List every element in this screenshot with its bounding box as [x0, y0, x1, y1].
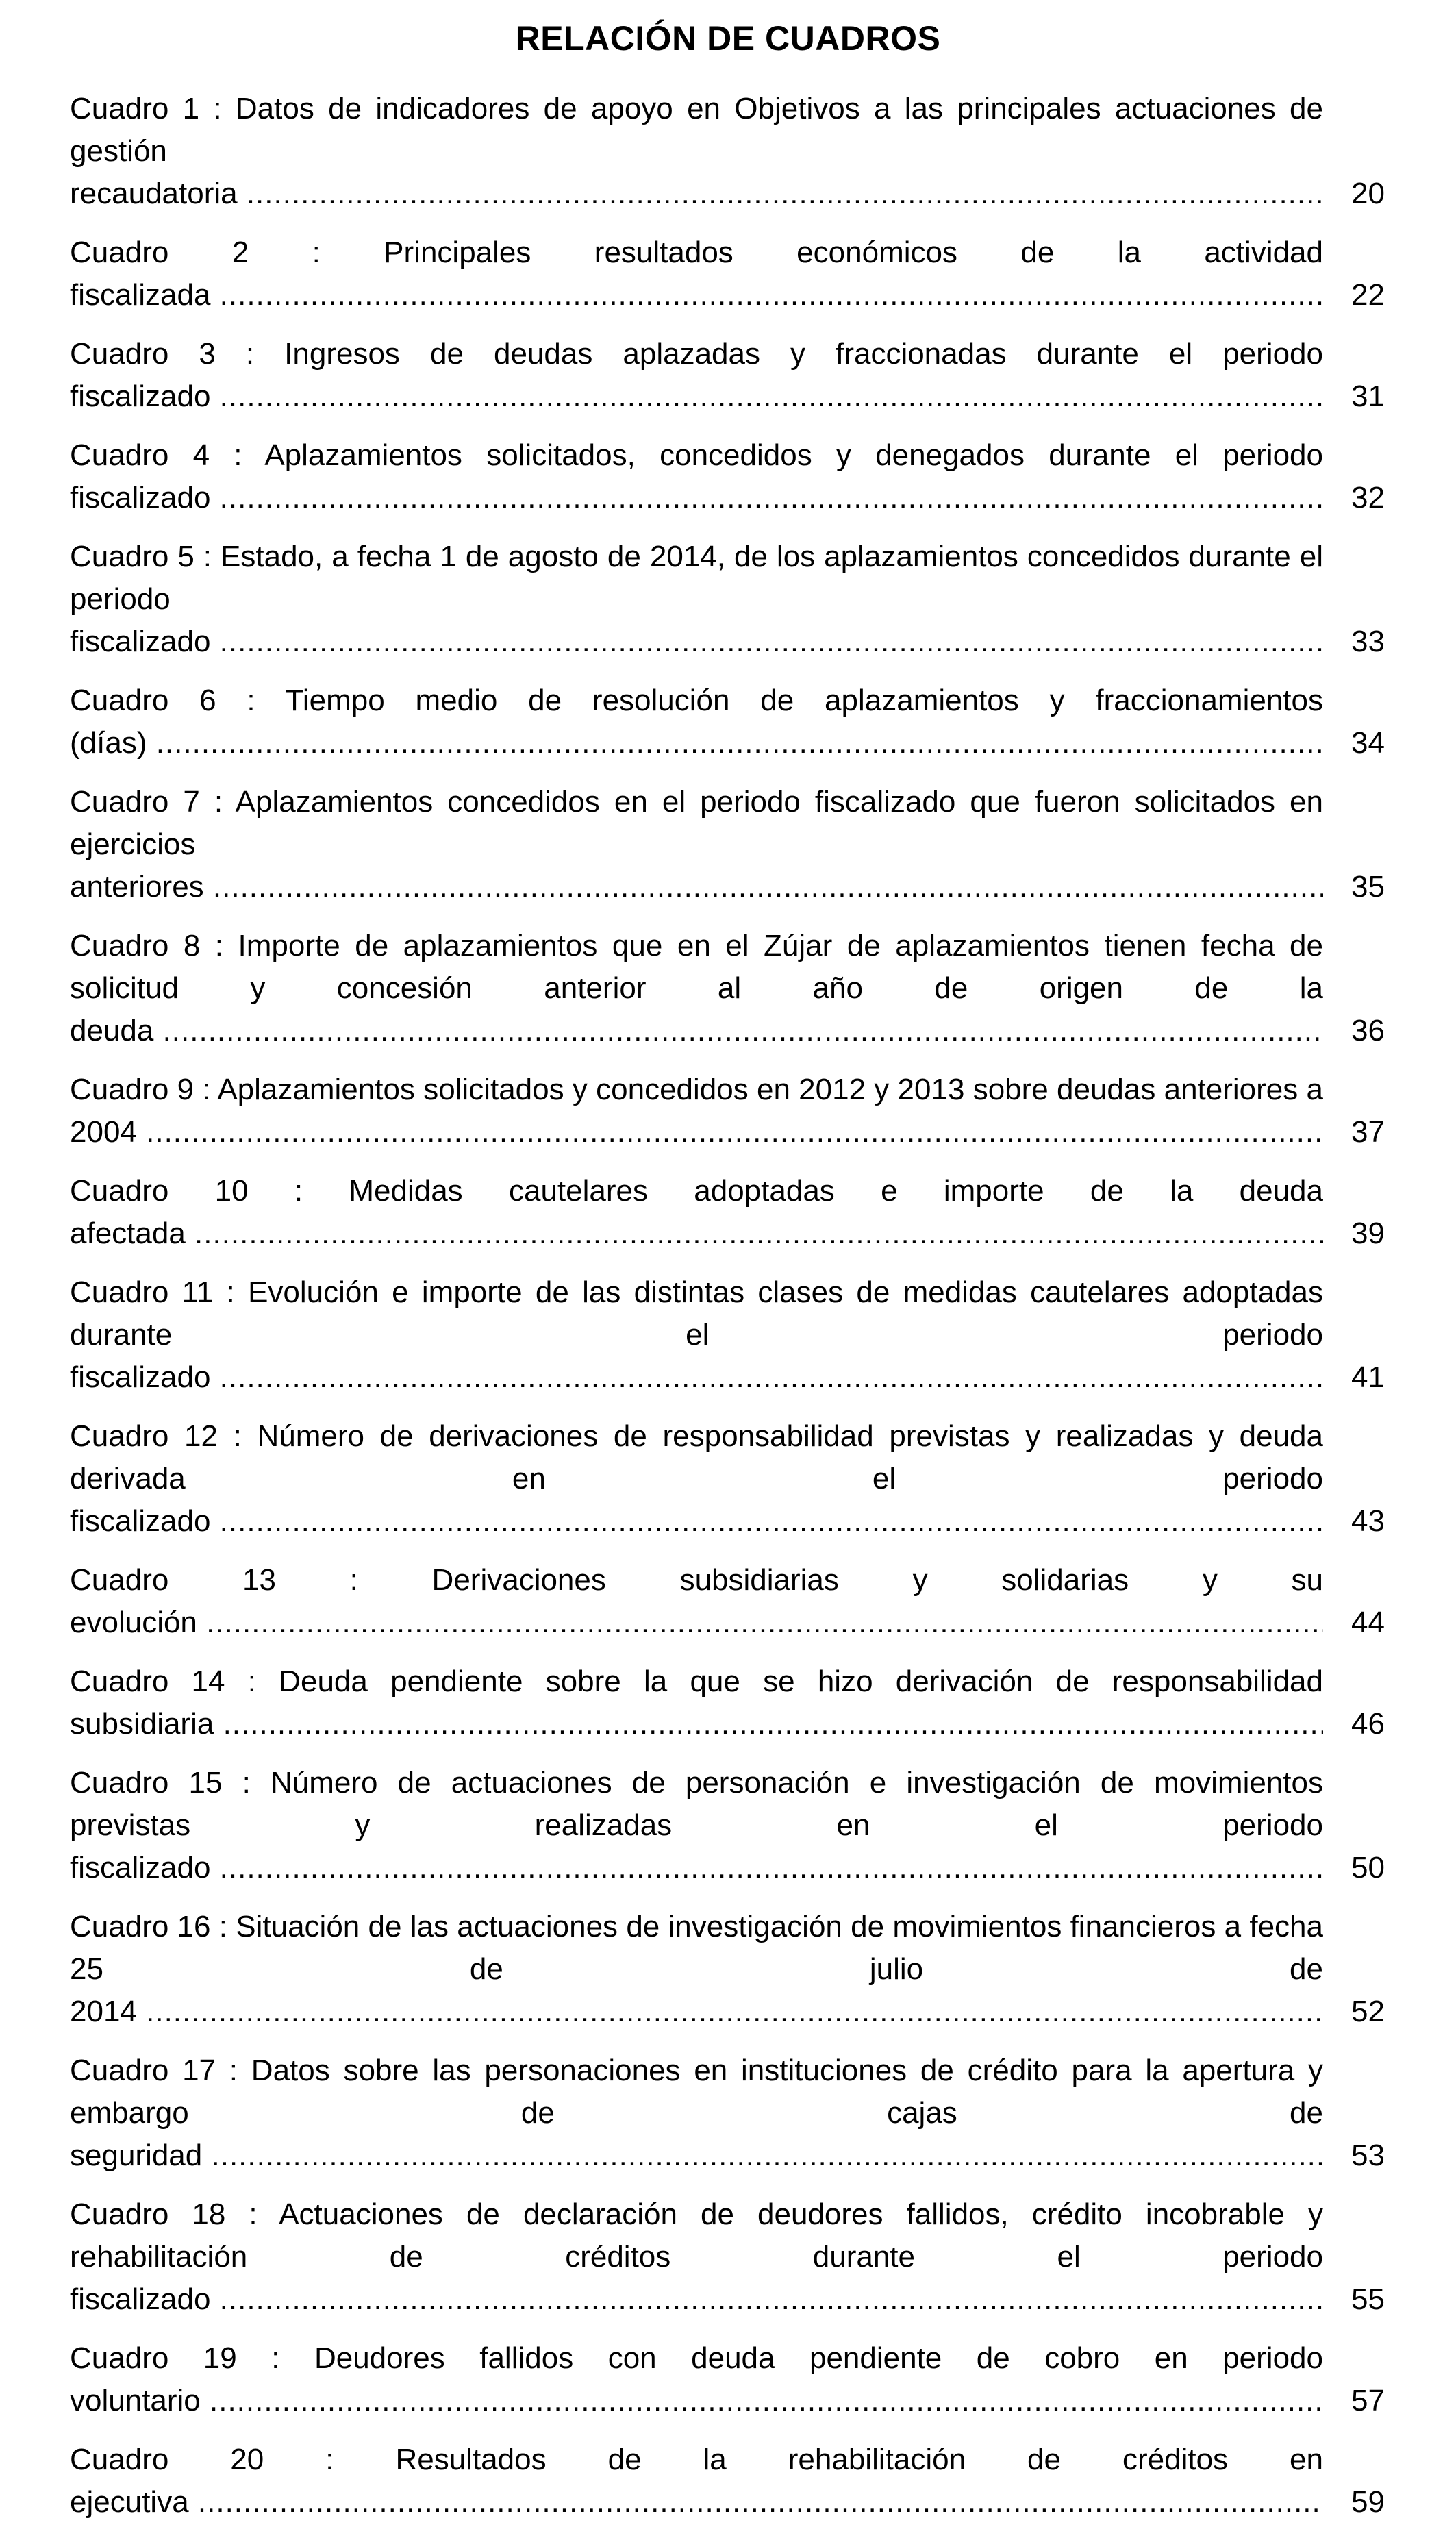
toc-entry-page: 43: [1330, 1500, 1385, 1543]
toc-entry-page: 59: [1330, 2481, 1385, 2524]
toc-entry-page: 41: [1330, 1356, 1385, 1399]
toc-entry-label: Cuadro 1 : Datos de indicadores de apoyo en Objetivos a las principales actuaciones de gestión recaudatoria .....: [70, 88, 1323, 215]
toc-entry-label: Cuadro 3 : Ingresos de deudas aplazadas y fraccionadas durante el periodo fiscalizado .....: [70, 333, 1323, 418]
toc-entry-label: Cuadro 4 : Aplazamientos solicitados, concedidos y denegados durante el periodo fiscalizado .....: [70, 434, 1323, 519]
toc-entry-page: 37: [1330, 1111, 1385, 1154]
toc-entry-label: Cuadro 7 : Aplazamientos concedidos en el periodo fiscalizado que fueron solicitados en ejercicios anteriores .....: [70, 781, 1323, 908]
toc-entry[interactable]: [70, 88, 1385, 215]
toc-entry-label: Cuadro 13 : Derivaciones subsidiarias y solidarias y su evolución .....: [70, 1559, 1323, 1644]
toc-entry-label: Cuadro 2 : Principales resultados económicos de la actividad fiscalizada .....: [70, 232, 1323, 316]
toc-entry[interactable]: [70, 2193, 1385, 2321]
toc-entry-page: 44: [1330, 1602, 1385, 1644]
toc-entry-page: 46: [1330, 1703, 1385, 1745]
toc-entry[interactable]: [70, 1271, 1385, 1399]
page-title: RELACIÓN DE CUADROS: [515, 19, 941, 58]
toc-entry-page: 22: [1330, 274, 1385, 316]
toc-entry-label: Cuadro 5 : Estado, a fecha 1 de agosto de 2014, de los aplazamientos concedidos durante el periodo fiscalizado .....: [70, 536, 1323, 663]
toc-entry-page: 32: [1330, 477, 1385, 519]
toc-entry-page: 50: [1330, 1847, 1385, 1889]
toc-entry-page: 20: [1330, 173, 1385, 215]
toc-entry-label: Cuadro 16 : Situación de las actuaciones de investigación de movimientos financieros a fecha 25 de julio de 2014 .....: [70, 1906, 1323, 2033]
toc-entry-label: Cuadro 18 : Actuaciones de declaración de deudores fallidos, crédito incobrable y rehabilitación de créditos durante el periodo fiscalizado .....: [70, 2193, 1323, 2321]
toc-entry-label: Cuadro 6 : Tiempo medio de resolución de aplazamientos y fraccionamientos (días) .....: [70, 680, 1323, 764]
toc-entry[interactable]: [70, 781, 1385, 908]
toc-entry-page: 33: [1330, 621, 1385, 663]
toc-entry-label: Cuadro 10 : Medidas cautelares adoptadas e importe de la deuda afectada .....: [70, 1170, 1323, 1255]
toc-entry-page: 34: [1330, 722, 1385, 764]
toc-entry[interactable]: [70, 925, 1385, 1052]
toc-entry[interactable]: [70, 1170, 1385, 1255]
toc-entry-label: Cuadro 8 : Importe de aplazamientos que en el Zújar de aplazamientos tienen fecha de solicitud y concesión anterior al año de origen de la deuda .....: [70, 925, 1323, 1052]
toc-entry-page: 31: [1330, 375, 1385, 418]
toc-entry-page: 36: [1330, 1010, 1385, 1052]
toc-entry-label: Cuadro 15 : Número de actuaciones de personación e investigación de movimientos previstas y realizadas en el periodo fiscalizado .....: [70, 1762, 1323, 1889]
toc-entry-label: Cuadro 9 : Aplazamientos solicitados y concedidos en 2012 y 2013 sobre deudas anteriores a 2004 .....: [70, 1069, 1323, 1154]
toc-entry[interactable]: [70, 1660, 1385, 1745]
toc-entry[interactable]: [70, 1415, 1385, 1543]
toc-entry[interactable]: [70, 1906, 1385, 2033]
toc-entry-page: 55: [1330, 2278, 1385, 2321]
toc-entry-label: Cuadro 17 : Datos sobre las personaciones en instituciones de crédito para la apertura y embargo de cajas de seguridad .....: [70, 2050, 1323, 2177]
toc-entry[interactable]: [70, 1559, 1385, 1644]
toc-entry-label: Cuadro 11 : Evolución e importe de las distintas clases de medidas cautelares adoptadas durante el periodo fiscalizado .....: [70, 1271, 1323, 1399]
table-of-contents: [70, 88, 1385, 2540]
toc-entry-page: 39: [1330, 1212, 1385, 1255]
toc-entry-page: 53: [1330, 2134, 1385, 2177]
toc-entry-label: Cuadro 20 : Resultados de la rehabilitación de créditos en ejecutiva .....: [70, 2439, 1323, 2524]
toc-entry[interactable]: [70, 333, 1385, 418]
toc-entry-label: Cuadro 19 : Deudores fallidos con deuda pendiente de cobro en periodo voluntario .....: [70, 2337, 1323, 2422]
toc-entry[interactable]: [70, 434, 1385, 519]
toc-entry-label: Cuadro 12 : Número de derivaciones de responsabilidad previstas y realizadas y deuda derivada en el periodo fiscalizado .....: [70, 1415, 1323, 1543]
toc-entry[interactable]: [70, 2337, 1385, 2422]
toc-entry[interactable]: [70, 536, 1385, 663]
toc-entry-label: Cuadro 14 : Deuda pendiente sobre la que se hizo derivación de responsabilidad subsidiaria .....: [70, 1660, 1323, 1745]
toc-entry-page: 57: [1330, 2380, 1385, 2422]
toc-entry-page: 52: [1330, 1991, 1385, 2033]
toc-entry[interactable]: [70, 232, 1385, 316]
toc-entry[interactable]: [70, 2050, 1385, 2177]
toc-entry[interactable]: [70, 1762, 1385, 1889]
toc-entry[interactable]: [70, 2439, 1385, 2524]
toc-entry[interactable]: [70, 1069, 1385, 1154]
toc-entry[interactable]: [70, 680, 1385, 764]
toc-entry-page: 35: [1330, 866, 1385, 908]
